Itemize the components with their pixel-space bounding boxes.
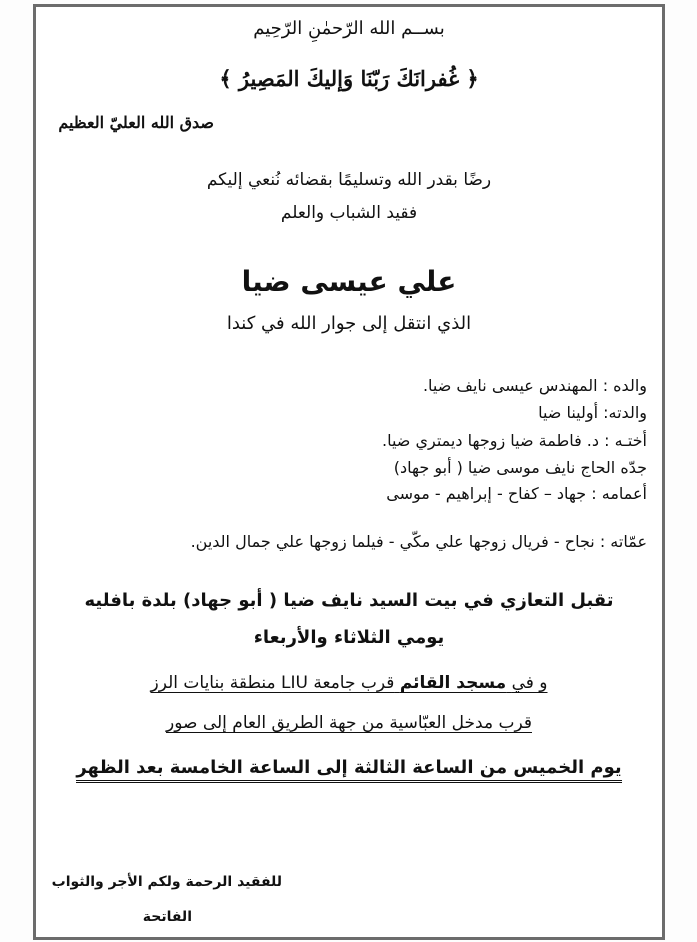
condolence-directions: قرب مدخل العبّاسية من جهة الطريق العام إلى صور: [165, 713, 532, 733]
verse-closing: صدق الله العليّ العظيم: [58, 113, 214, 132]
condolence-location-text: [150, 673, 547, 693]
condolence-prefix: و في: [511, 673, 548, 693]
condolence-line-2: يومي الثلاثاء والأربعاء: [253, 627, 445, 648]
basmala: بســم الله الرّحمٰنِ الرّحِيم: [253, 18, 445, 39]
intro-line-2: فقيد الشباب والعلم: [280, 203, 418, 223]
deceased-name: علي عيسى ضيا: [241, 265, 457, 298]
family-grandfather: جدّه الحاج نايف موسى ضيا ( أبو جهاد): [393, 458, 647, 477]
family-mother: والدته: أولينا ضيا: [538, 403, 647, 422]
passed-away-line: الذي انتقل إلى جوار الله في كندا: [226, 313, 472, 334]
condolence-location: قرب جامعة LIU منطقة بنايات الرز: [150, 673, 395, 693]
condolence-time: يوم الخميس من الساعة الثالثة إلى الساعة الخامسة بعد الظهر: [76, 757, 621, 783]
family-father: والده : المهندس عيسى نايف ضيا.: [422, 376, 647, 395]
family-uncles: أعمامه : جهاد – كفاح - إبراهيم - موسى: [386, 484, 647, 503]
condolence-line-5: [33, 757, 665, 778]
intro-line-1: رضًا بقدر الله وتسليمًا بقضائه نُنعي إليكم: [206, 170, 492, 190]
mosque-name: مسجد القائم: [399, 673, 507, 693]
family-aunts: عمّاته : نجاح - فريال زوجها علي مكّي - فيلما زوجها علي جمال الدين.: [190, 532, 647, 551]
condolence-line-3: [33, 673, 665, 693]
condolence-line-4: [33, 713, 665, 733]
closing-line-1: للفقيد الرحمة ولكم الأجر والثواب: [51, 874, 282, 890]
condolence-line-1: تقبل التعازي في بيت السيد نايف ضيا ( أبو جهاد) بلدة بافليه: [84, 590, 614, 611]
family-sister: أختـه : د. فاطمة ضيا زوجها ديمتري ضيا.: [382, 431, 647, 450]
closing-line-2: الفاتحة: [142, 909, 192, 925]
quran-verse: ﴿ غُفرانَكَ رَبّنَا وَإليكَ المَصِيرُ ﴾: [219, 66, 479, 91]
